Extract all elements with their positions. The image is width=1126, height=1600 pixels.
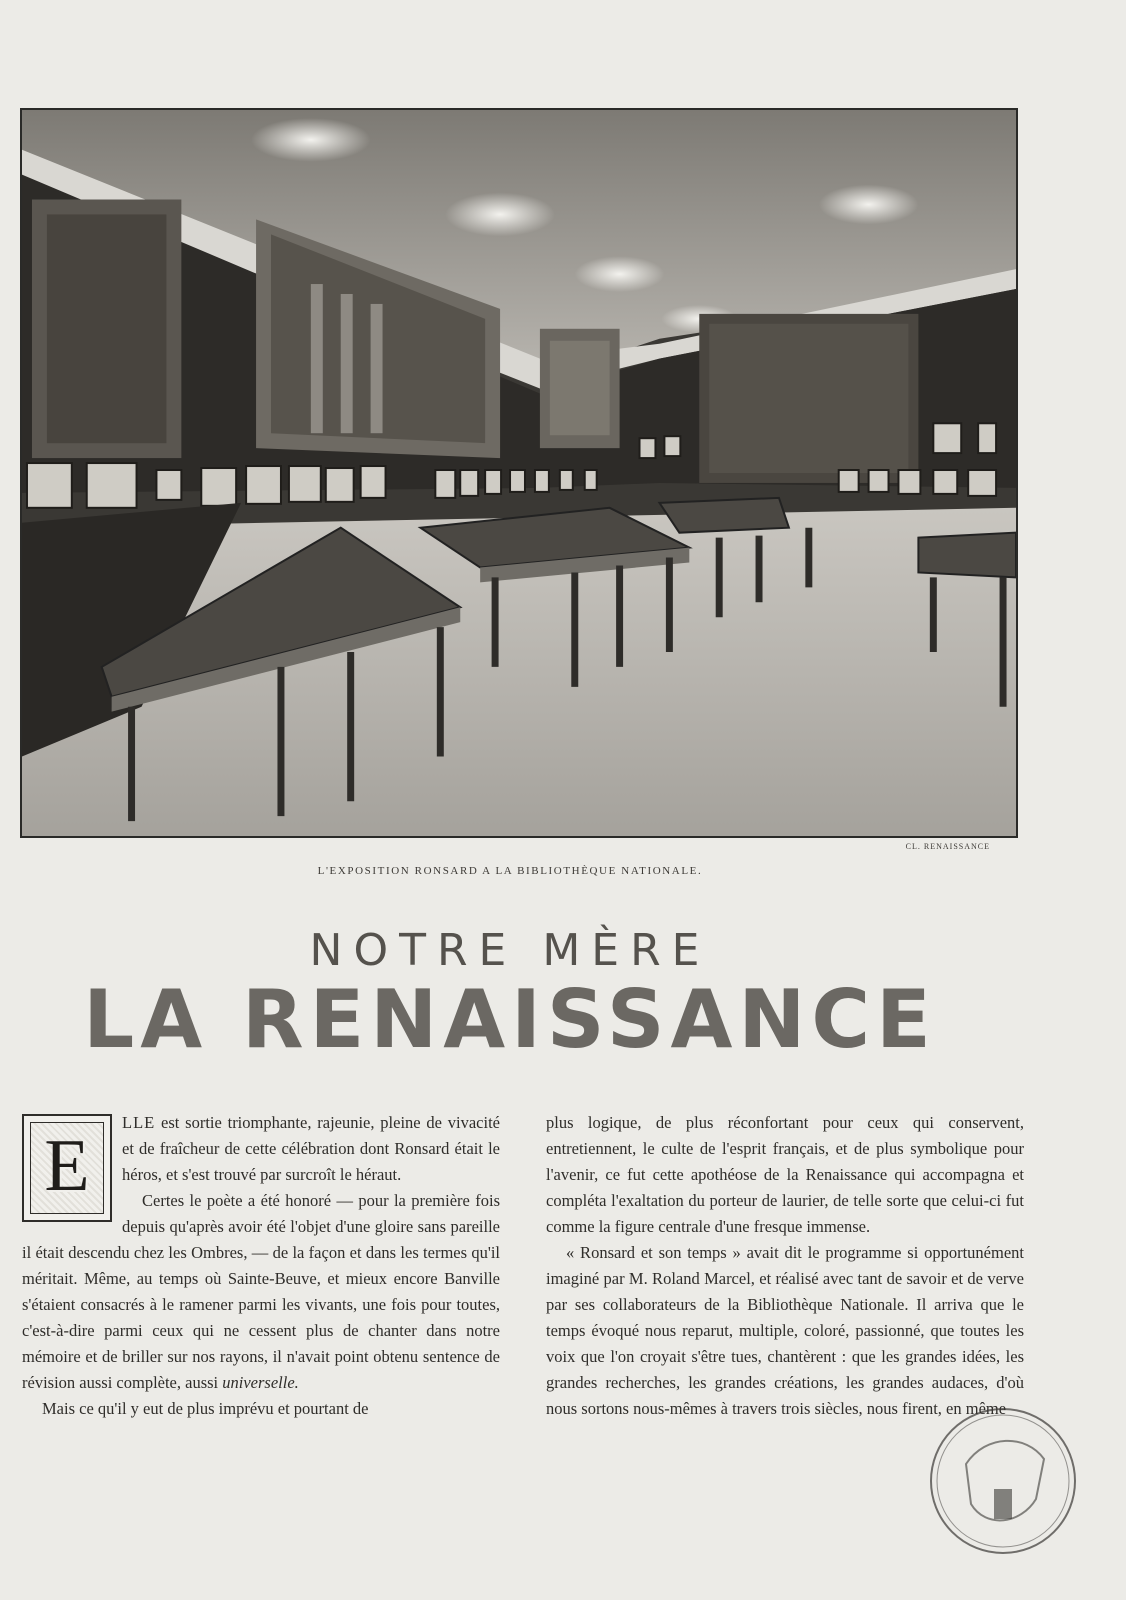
photo-caption: L'EXPOSITION RONSARD A LA BIBLIOTHÈQUE NATIONALE. <box>317 865 703 877</box>
paragraph-1-text: est sortie triomphante, rajeunie, pleine de vivacité et de fraîcheur de cette célébration dont Ronsard était le héros, et s'est trouvé par surcroît le héraut. <box>122 1113 500 1184</box>
article-column-left <box>22 1110 500 1422</box>
article-column-right <box>546 1110 1024 1422</box>
paragraph-2-italic: universelle. <box>222 1373 299 1392</box>
headline-line-1: NOTRE MÈRE <box>309 925 711 976</box>
paragraph-1 <box>22 1110 500 1207</box>
paragraph-3: Mais ce qu'il y eut de plus imprévu et pourtant de <box>42 1399 369 1418</box>
exhibition-photograph <box>20 108 1018 838</box>
paragraph-4: plus logique, de plus réconfortant pour ceux qui conservent, entretiennent, le culte de l'esprit français, et de plus symbolique pour l'avenir, ce fut cette apothéose de la Renaissance qui accompagna et compléta l'exaltation du porteur de laurier, de telle sorte que celui-ci fut comme la figure centrale d'une fresque immense. <box>546 1113 1024 1236</box>
library-stamp-icon <box>926 1404 1080 1558</box>
paragraph-5: « Ronsard et son temps » avait dit le programme si opportunément imaginé par M. Roland Marcel, et réalisé avec tant de savoir et de verve par ses collaborateurs de la Bibliothèque Nationale. Il arriva que le temps évoqué nous reparut, multiple, coloré, passionné, que toutes les voix que l'on croyait s'être tues, chantèrent : que les grandes idées, les grandes recherches, les grandes créations, les grandes audaces, d'où nous sortons nous-mêmes à travers trois siècles, nous firent, en même <box>546 1243 1024 1418</box>
headline-line-2: LA RENAISSANCE <box>83 973 937 1066</box>
paragraph-2-text: Certes le poète a été honoré — pour la première fois depuis qu'après avoir été l'objet d'une gloire sans pareille il était descendu chez les Ombres, — de la façon et dans les termes qu'il méritait. Même, au temps où Sainte-Beuve, et mieux encore Banville s'étaient consacrés à le ramener parmi les vivants, une fois pour toutes, c'est-à-dire parmi ceux qui ne cessent plus de chanter dans notre mémoire et de briller sur nos rayons, il n'avait point obtenu sentence de révision aussi complète, aussi <box>22 1191 500 1392</box>
dropcap-letter: E <box>44 1125 90 1207</box>
ornamental-dropcap <box>22 1114 112 1222</box>
photo-credit: CL. RENAISSANCE <box>905 842 990 851</box>
paragraph-1-opening: LLE <box>122 1113 156 1132</box>
